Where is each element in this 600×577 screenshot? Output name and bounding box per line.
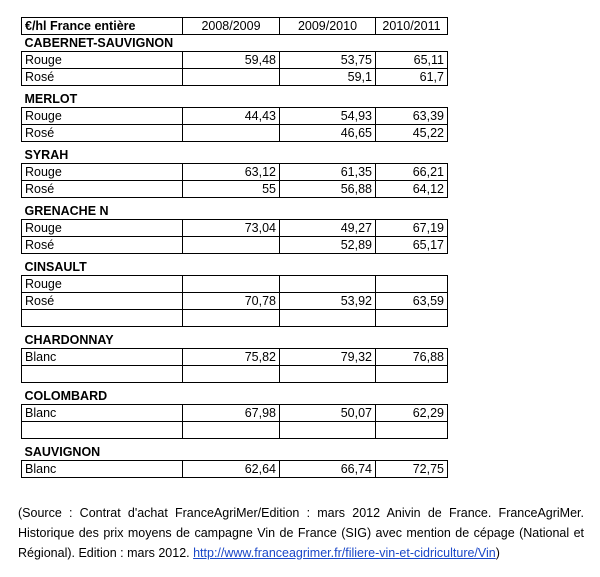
price-cell: [183, 366, 280, 383]
grape-group-row: [22, 332, 448, 349]
price-cell: 46,65: [280, 125, 376, 142]
price-cell: 66,21: [376, 164, 448, 181]
table-row: [22, 422, 448, 439]
source-text: (Source : Contrat d'achat FranceAgriMer/Edition : mars 2012 Anivin de France. FranceAgriMer. Historique des prix moyens de campagne Vin de France (SIG) avec mention de cépage (National et Régional). Edition : mars 2012.: [18, 506, 584, 560]
table-row: [22, 52, 448, 69]
price-cell: 66,74: [280, 461, 376, 478]
wine-type-label: Rouge: [22, 276, 183, 293]
price-table: [21, 17, 448, 478]
price-cell: 59,48: [183, 52, 280, 69]
grape-group-row: [22, 91, 448, 108]
price-cell: 70,78: [183, 293, 280, 310]
price-cell: 65,17: [376, 237, 448, 254]
price-cell: 65,11: [376, 52, 448, 69]
table-row: [22, 237, 448, 254]
grape-name: SAUVIGNON: [24, 445, 101, 459]
wine-type-label: [22, 422, 183, 439]
grape-name: CABERNET-SAUVIGNON: [24, 36, 174, 50]
price-cell: [280, 310, 376, 327]
price-cell: [376, 276, 448, 293]
price-cell: 44,43: [183, 108, 280, 125]
price-cell: 53,75: [280, 52, 376, 69]
year-header: 2010/2011: [376, 18, 448, 35]
table-row: [22, 310, 448, 327]
price-cell: 56,88: [280, 181, 376, 198]
table-row: [22, 69, 448, 86]
price-cell: 76,88: [376, 349, 448, 366]
year-header: 2009/2010: [280, 18, 376, 35]
wine-type-label: Rosé: [22, 69, 183, 86]
price-cell: 54,93: [280, 108, 376, 125]
price-cell: [183, 310, 280, 327]
price-cell: [183, 69, 280, 86]
grape-name: CHARDONNAY: [24, 333, 114, 347]
table-row: [22, 220, 448, 237]
table-row: [22, 366, 448, 383]
price-cell: 59,1: [280, 69, 376, 86]
grape-name: CINSAULT: [24, 260, 87, 274]
grape-group-row: [22, 147, 448, 164]
grape-group-row: [22, 388, 448, 405]
grape-name: SYRAH: [24, 148, 69, 162]
wine-type-label: Blanc: [22, 461, 183, 478]
wine-type-label: [22, 310, 183, 327]
price-cell: [376, 422, 448, 439]
source-note: [18, 503, 584, 563]
price-cell: 63,12: [183, 164, 280, 181]
table-row: [22, 405, 448, 422]
table-row: [22, 349, 448, 366]
grape-name: GRENACHE N: [24, 204, 109, 218]
source-close: ): [495, 546, 500, 560]
price-cell: [183, 422, 280, 439]
grape-name: COLOMBARD: [24, 389, 108, 403]
price-cell: 62,64: [183, 461, 280, 478]
price-cell: 52,89: [280, 237, 376, 254]
grape-group-row: [22, 203, 448, 220]
price-cell: 67,98: [183, 405, 280, 422]
price-cell: 75,82: [183, 349, 280, 366]
wine-type-label: Rouge: [22, 52, 183, 69]
price-cell: [183, 276, 280, 293]
price-cell: 50,07: [280, 405, 376, 422]
wine-type-label: Rouge: [22, 164, 183, 181]
price-cell: 61,7: [376, 69, 448, 86]
wine-type-label: Rosé: [22, 181, 183, 198]
price-cell: 79,32: [280, 349, 376, 366]
price-cell: [280, 366, 376, 383]
wine-type-label: Blanc: [22, 405, 183, 422]
table-row: [22, 108, 448, 125]
price-cell: 45,22: [376, 125, 448, 142]
price-cell: 72,75: [376, 461, 448, 478]
table-row: [22, 293, 448, 310]
price-cell: 63,59: [376, 293, 448, 310]
grape-group-row: [22, 259, 448, 276]
price-cell: [376, 366, 448, 383]
wine-type-label: Rosé: [22, 125, 183, 142]
table-row: [22, 125, 448, 142]
header-label: €/hl France entière: [22, 18, 183, 35]
grape-group-row: [22, 35, 448, 52]
table-row: [22, 461, 448, 478]
wine-type-label: [22, 366, 183, 383]
table-row: [22, 164, 448, 181]
wine-type-label: Rosé: [22, 237, 183, 254]
price-cell: 62,29: [376, 405, 448, 422]
wine-type-label: Rouge: [22, 220, 183, 237]
header-row: [22, 18, 448, 35]
price-cell: [183, 125, 280, 142]
price-cell: 61,35: [280, 164, 376, 181]
price-cell: [183, 237, 280, 254]
table-row: [22, 276, 448, 293]
price-cell: 53,92: [280, 293, 376, 310]
grape-group-row: [22, 444, 448, 461]
price-cell: 64,12: [376, 181, 448, 198]
price-cell: 49,27: [280, 220, 376, 237]
grape-name: MERLOT: [24, 92, 78, 106]
price-cell: [376, 310, 448, 327]
year-header: 2008/2009: [183, 18, 280, 35]
price-table-body: [22, 18, 448, 478]
source-link[interactable]: http://www.franceagrimer.fr/filiere-vin-et-cidriculture/Vin: [193, 546, 496, 560]
price-cell: 67,19: [376, 220, 448, 237]
price-cell: 63,39: [376, 108, 448, 125]
wine-type-label: Rosé: [22, 293, 183, 310]
table-row: [22, 181, 448, 198]
price-cell: [280, 422, 376, 439]
wine-type-label: Blanc: [22, 349, 183, 366]
price-cell: 73,04: [183, 220, 280, 237]
price-cell: [280, 276, 376, 293]
wine-type-label: Rouge: [22, 108, 183, 125]
price-cell: 55: [183, 181, 280, 198]
